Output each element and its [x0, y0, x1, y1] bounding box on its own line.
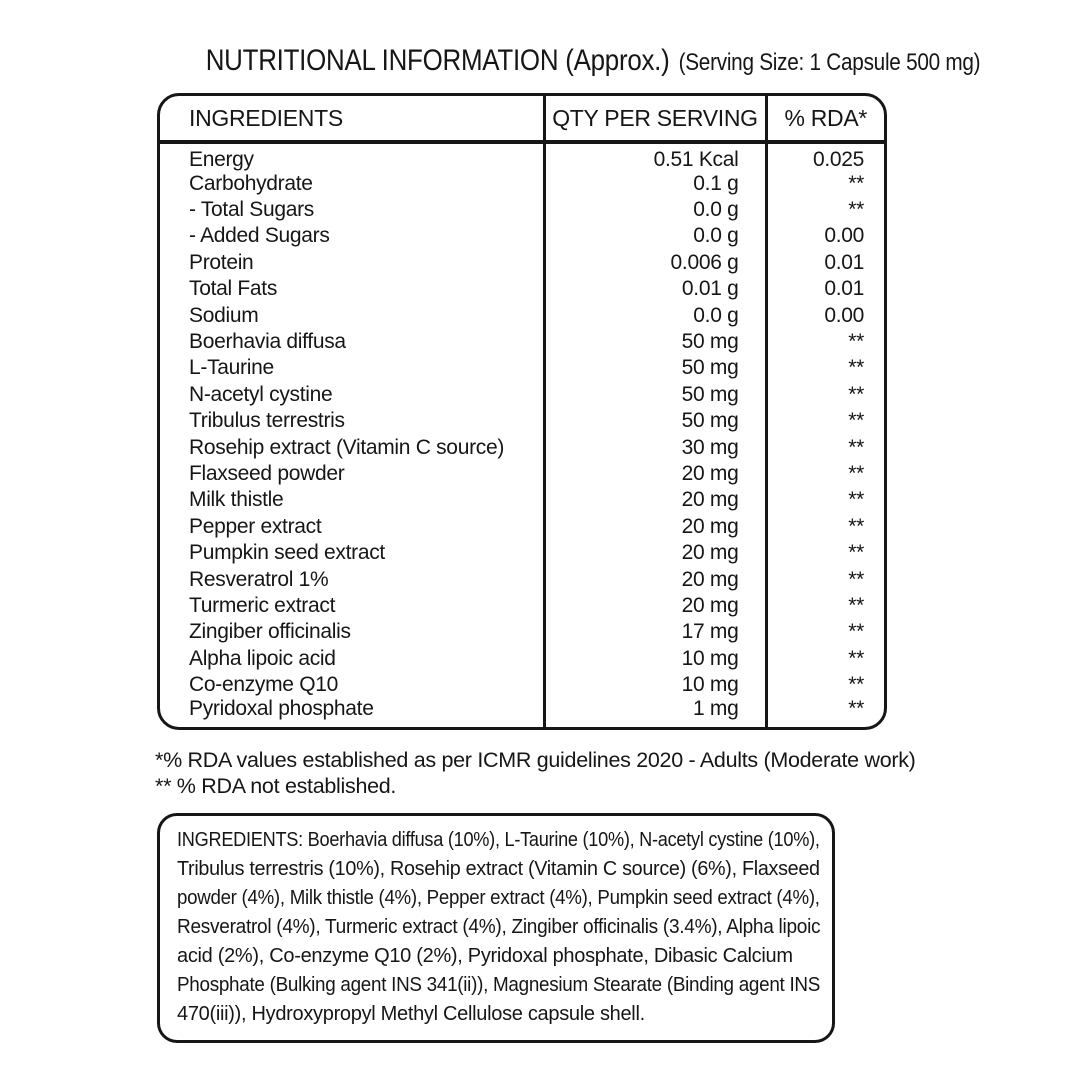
qty-cell-text: 20 mg: [681, 541, 739, 565]
qty-cell-text: 20 mg: [681, 488, 739, 512]
ingredient-cell-text: Alpha lipoic acid: [189, 646, 336, 670]
qty-cell: [544, 170, 766, 196]
table-row: [160, 381, 884, 407]
rda-cell: [766, 196, 884, 222]
ingredient-cell: [160, 592, 544, 618]
qty-cell-text: 17 mg: [681, 620, 739, 644]
qty-cell: [544, 671, 766, 697]
qty-cell: [544, 698, 766, 727]
ingredient-cell: [160, 276, 544, 302]
qty-cell: [544, 513, 766, 539]
rda-cell: [766, 276, 884, 302]
qty-cell-text: 20 mg: [681, 593, 739, 617]
table-row: [160, 592, 884, 618]
ingredient-cell-text: Milk thistle: [189, 488, 284, 512]
table-row: [160, 355, 884, 381]
rda-cell-text: **: [848, 409, 864, 433]
qty-cell-text: 20 mg: [681, 461, 739, 485]
qty-cell: [544, 566, 766, 592]
table-row: [160, 434, 884, 460]
qty-cell-text: 0.006 g: [670, 250, 739, 274]
qty-cell: [544, 355, 766, 381]
header-ingredients: [160, 96, 544, 142]
qty-cell-text: 50 mg: [681, 330, 739, 354]
qty-cell-text: 0.01 g: [681, 277, 739, 301]
ingredient-cell-text: L-Taurine: [189, 356, 274, 380]
qty-cell: [544, 249, 766, 275]
ingredient-cell: [160, 196, 544, 222]
rda-cell-text: 0.00: [824, 303, 864, 327]
ingredient-cell: [160, 487, 544, 513]
table-row: [160, 513, 884, 539]
footnote-rda-source: *% RDA values established as per ICMR guidelines 2020 - Adults (Moderate work): [155, 747, 916, 772]
ingredient-cell-text: Rosehip extract (Vitamin C source): [189, 435, 505, 459]
table-row: [160, 249, 884, 275]
ingredients-line: acid (2%), Co-enzyme Q10 (2%), Pyridoxal phosphate, Dibasic Calcium: [177, 944, 793, 967]
footnote-rda-not-established: ** % RDA not established.: [155, 773, 397, 798]
rda-cell-text: 0.01: [824, 277, 864, 301]
ingredients-line: powder (4%), Milk thistle (4%), Pepper extract (4%), Pumpkin seed extract (4%),: [177, 886, 820, 909]
table-row: [160, 223, 884, 249]
ingredient-cell: [160, 434, 544, 460]
rda-cell: [766, 460, 884, 486]
qty-cell: [544, 434, 766, 460]
ingredients-line: Phosphate (Bulking agent INS 341(ii)), Magnesium Stearate (Binding agent INS: [177, 973, 821, 996]
header-rda: [766, 96, 884, 142]
ingredient-cell-text: Total Fats: [189, 277, 278, 301]
rda-cell: [766, 170, 884, 196]
table-row: [160, 408, 884, 434]
qty-cell-text: 20 mg: [681, 567, 739, 591]
ingredient-cell-text: - Total Sugars: [189, 198, 314, 222]
rda-cell: [766, 381, 884, 407]
ingredient-cell-text: Tribulus terrestris: [189, 409, 345, 433]
ingredient-cell: [160, 645, 544, 671]
rda-cell: [766, 487, 884, 513]
rda-cell-text: **: [848, 330, 864, 354]
ingredient-cell-text: Flaxseed powder: [189, 461, 345, 485]
ingredient-cell-text: Zingiber officinalis: [189, 620, 351, 644]
qty-cell-text: 20 mg: [681, 514, 739, 538]
table-row: [160, 698, 884, 727]
ingredient-cell: [160, 381, 544, 407]
header-row: [160, 96, 884, 142]
serving-size-text: [673, 49, 679, 76]
rda-cell-text: **: [848, 696, 864, 720]
nutrition-table: [160, 96, 884, 727]
ingredient-cell-text: - Added Sugars: [189, 224, 330, 248]
table-row: [160, 460, 884, 486]
table-row: [160, 539, 884, 565]
nutrition-table-frame: [157, 93, 887, 730]
rda-cell-text: **: [848, 435, 864, 459]
table-row: [160, 671, 884, 697]
table-body: [160, 142, 884, 727]
rda-cell-text: **: [848, 514, 864, 538]
rda-cell: [766, 539, 884, 565]
ingredient-cell: [160, 671, 544, 697]
rda-cell-text: **: [848, 198, 864, 222]
table-row: [160, 276, 884, 302]
rda-cell: [766, 698, 884, 727]
rda-cell: [766, 619, 884, 645]
qty-cell: [544, 539, 766, 565]
table-row: [160, 328, 884, 354]
table-row: [160, 487, 884, 513]
ingredient-cell: [160, 513, 544, 539]
qty-cell: [544, 223, 766, 249]
header-rda-label: % RDA*: [784, 104, 868, 131]
ingredient-cell-text: N-acetyl cystine: [189, 382, 333, 406]
ingredient-cell: [160, 408, 544, 434]
qty-cell: [544, 196, 766, 222]
rda-cell: [766, 142, 884, 170]
rda-cell-text: **: [848, 620, 864, 644]
rda-cell-text: **: [848, 382, 864, 406]
rda-cell: [766, 566, 884, 592]
ingredients-line: INGREDIENTS: Boerhavia diffusa (10%), L-Taurine (10%), N-acetyl cystine (10%),: [177, 828, 820, 851]
ingredients-line: Resveratrol (4%), Turmeric extract (4%), Zingiber officinalis (3.4%), Alpha lipoic: [177, 915, 821, 938]
ingredient-cell: [160, 460, 544, 486]
qty-cell-text: 1 mg: [693, 696, 739, 720]
qty-cell-text: 0.51 Kcal: [653, 148, 739, 171]
ingredient-cell-text: Co-enzyme Q10: [189, 673, 338, 697]
qty-cell-text: 50 mg: [681, 409, 739, 433]
ingredients-box: [157, 813, 835, 1043]
ingredient-cell-text: Pyridoxal phosphate: [189, 696, 374, 720]
qty-cell-text: 10 mg: [681, 646, 739, 670]
table-row: [160, 566, 884, 592]
ingredients-line: Tribulus terrestris (10%), Rosehip extract (Vitamin C source) (6%), Flaxseed: [177, 857, 820, 880]
ingredient-cell: [160, 170, 544, 196]
rda-cell: [766, 223, 884, 249]
qty-cell: [544, 619, 766, 645]
serving-size: (Serving Size: 1 Capsule 500 mg): [678, 49, 980, 76]
qty-cell: [544, 142, 766, 170]
header-qty: [544, 96, 766, 142]
rda-cell-text: **: [848, 356, 864, 380]
ingredient-cell-text: Pepper extract: [189, 514, 322, 538]
rda-cell: [766, 645, 884, 671]
qty-cell-text: 30 mg: [681, 435, 739, 459]
rda-cell: [766, 408, 884, 434]
ingredient-cell: [160, 223, 544, 249]
rda-cell: [766, 355, 884, 381]
page-title: [205, 44, 980, 78]
ingredient-cell-text: Turmeric extract: [189, 593, 336, 617]
qty-cell: [544, 381, 766, 407]
ingredient-cell: [160, 566, 544, 592]
qty-cell: [544, 328, 766, 354]
footnotes-section: [155, 747, 925, 799]
table-row: [160, 619, 884, 645]
table-header: [160, 96, 884, 142]
table-row: [160, 170, 884, 196]
title-section: [0, 0, 1080, 78]
rda-cell-text: **: [848, 171, 864, 195]
qty-cell-text: 0.1 g: [693, 171, 739, 195]
title-main: NUTRITIONAL INFORMATION (Approx.): [205, 44, 669, 77]
ingredient-cell: [160, 539, 544, 565]
ingredient-cell: [160, 142, 544, 170]
ingredient-cell-text: Carbohydrate: [189, 171, 313, 195]
rda-cell-text: **: [848, 541, 864, 565]
qty-cell: [544, 487, 766, 513]
ingredients-line: 470(iii)), Hydroxypropyl Methyl Cellulose capsule shell.: [177, 1002, 645, 1025]
ingredient-cell-text: Sodium: [189, 303, 259, 327]
rda-cell-text: 0.00: [824, 224, 864, 248]
qty-cell: [544, 592, 766, 618]
rda-cell-text: **: [848, 567, 864, 591]
ingredient-cell: [160, 249, 544, 275]
ingredient-cell: [160, 355, 544, 381]
table-row: [160, 302, 884, 328]
header-ingredients-label: INGREDIENTS: [189, 104, 343, 131]
rda-cell: [766, 328, 884, 354]
ingredients-text: [177, 826, 820, 1029]
qty-cell: [544, 408, 766, 434]
qty-cell-text: 0.0 g: [693, 303, 739, 327]
ingredient-cell-text: Protein: [189, 250, 254, 274]
table-row: [160, 196, 884, 222]
qty-cell-text: 0.0 g: [693, 198, 739, 222]
ingredient-cell: [160, 619, 544, 645]
rda-cell-text: **: [848, 461, 864, 485]
qty-cell-text: 10 mg: [681, 673, 739, 697]
qty-cell-text: 0.0 g: [693, 224, 739, 248]
table-row: [160, 645, 884, 671]
qty-cell-text: 50 mg: [681, 356, 739, 380]
rda-cell: [766, 513, 884, 539]
rda-cell: [766, 249, 884, 275]
ingredient-cell-text: Energy: [189, 148, 254, 171]
ingredient-cell-text: Boerhavia diffusa: [189, 330, 346, 354]
qty-cell: [544, 645, 766, 671]
qty-cell-text: 50 mg: [681, 382, 739, 406]
ingredient-cell: [160, 328, 544, 354]
header-qty-label: QTY PER SERVING: [552, 104, 758, 131]
ingredient-cell: [160, 302, 544, 328]
rda-cell: [766, 592, 884, 618]
table-row: [160, 142, 884, 170]
rda-cell: [766, 671, 884, 697]
rda-cell-text: **: [848, 673, 864, 697]
rda-cell: [766, 302, 884, 328]
qty-cell: [544, 460, 766, 486]
rda-cell-text: **: [848, 646, 864, 670]
qty-cell: [544, 302, 766, 328]
ingredient-cell-text: Resveratrol 1%: [189, 567, 329, 591]
rda-cell-text: **: [848, 488, 864, 512]
ingredient-cell: [160, 698, 544, 727]
rda-cell: [766, 434, 884, 460]
qty-cell: [544, 276, 766, 302]
rda-cell-text: 0.025: [812, 148, 864, 171]
ingredient-cell-text: Pumpkin seed extract: [189, 541, 385, 565]
rda-cell-text: 0.01: [824, 250, 864, 274]
rda-cell-text: **: [848, 593, 864, 617]
